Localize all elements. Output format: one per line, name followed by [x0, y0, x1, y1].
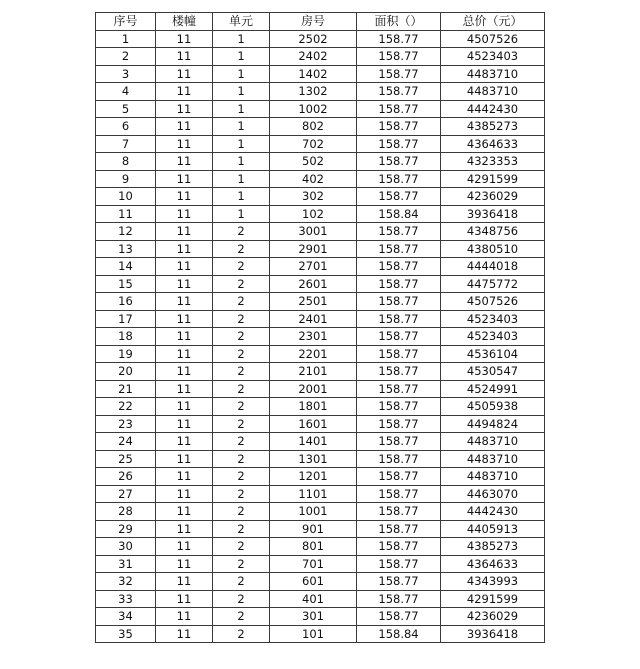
cell-unit: 2 [213, 573, 270, 591]
cell-room-number: 1302 [270, 83, 357, 101]
cell-area: 158.77 [357, 485, 441, 503]
cell-serial-number: 35 [96, 625, 156, 643]
cell-serial-number: 15 [96, 275, 156, 293]
cell-serial-number: 10 [96, 188, 156, 206]
cell-room-number: 2101 [270, 363, 357, 381]
header-total-price: 总价（元） [441, 13, 545, 31]
cell-room-number: 601 [270, 573, 357, 591]
cell-total-price: 4507526 [441, 30, 545, 48]
cell-serial-number: 17 [96, 310, 156, 328]
cell-unit: 1 [213, 48, 270, 66]
cell-building: 11 [156, 380, 213, 398]
cell-unit: 1 [213, 30, 270, 48]
cell-total-price: 4385273 [441, 118, 545, 136]
cell-unit: 2 [213, 625, 270, 643]
cell-room-number: 2402 [270, 48, 357, 66]
cell-unit: 1 [213, 100, 270, 118]
cell-unit: 2 [213, 380, 270, 398]
cell-building: 11 [156, 398, 213, 416]
cell-building: 11 [156, 363, 213, 381]
cell-total-price: 4483710 [441, 433, 545, 451]
cell-room-number: 1002 [270, 100, 357, 118]
table-row [96, 398, 545, 416]
table-row [96, 275, 545, 293]
cell-serial-number: 14 [96, 258, 156, 276]
cell-area: 158.77 [357, 83, 441, 101]
cell-room-number: 2601 [270, 275, 357, 293]
header-unit: 单元 [213, 13, 270, 31]
cell-area: 158.77 [357, 608, 441, 626]
cell-area: 158.77 [357, 188, 441, 206]
cell-total-price: 4442430 [441, 503, 545, 521]
cell-total-price: 4444018 [441, 258, 545, 276]
cell-serial-number: 7 [96, 135, 156, 153]
cell-room-number: 1601 [270, 415, 357, 433]
cell-room-number: 701 [270, 555, 357, 573]
cell-unit: 1 [213, 135, 270, 153]
cell-area: 158.77 [357, 48, 441, 66]
table-row [96, 363, 545, 381]
cell-building: 11 [156, 275, 213, 293]
table-row [96, 170, 545, 188]
cell-serial-number: 18 [96, 328, 156, 346]
header-room-number: 房号 [270, 13, 357, 31]
cell-building: 11 [156, 538, 213, 556]
cell-area: 158.77 [357, 363, 441, 381]
cell-building: 11 [156, 625, 213, 643]
cell-room-number: 1001 [270, 503, 357, 521]
cell-total-price: 4385273 [441, 538, 545, 556]
cell-total-price: 4505938 [441, 398, 545, 416]
cell-total-price: 4483710 [441, 83, 545, 101]
cell-total-price: 4364633 [441, 135, 545, 153]
cell-area: 158.77 [357, 275, 441, 293]
cell-unit: 2 [213, 468, 270, 486]
cell-total-price: 4530547 [441, 363, 545, 381]
table-row [96, 608, 545, 626]
table-row [96, 503, 545, 521]
cell-area: 158.77 [357, 328, 441, 346]
cell-area: 158.77 [357, 240, 441, 258]
cell-room-number: 2901 [270, 240, 357, 258]
cell-room-number: 2502 [270, 30, 357, 48]
cell-serial-number: 8 [96, 153, 156, 171]
table-row [96, 485, 545, 503]
cell-room-number: 702 [270, 135, 357, 153]
cell-room-number: 2201 [270, 345, 357, 363]
cell-room-number: 1301 [270, 450, 357, 468]
cell-building: 11 [156, 555, 213, 573]
cell-area: 158.77 [357, 415, 441, 433]
cell-serial-number: 30 [96, 538, 156, 556]
cell-unit: 2 [213, 328, 270, 346]
table-row [96, 310, 545, 328]
cell-area: 158.84 [357, 625, 441, 643]
cell-room-number: 1801 [270, 398, 357, 416]
cell-area: 158.77 [357, 258, 441, 276]
cell-building: 11 [156, 433, 213, 451]
table-row [96, 450, 545, 468]
table-row [96, 380, 545, 398]
cell-unit: 2 [213, 590, 270, 608]
table-header-row [96, 13, 545, 31]
cell-total-price: 4507526 [441, 293, 545, 311]
table-row [96, 328, 545, 346]
cell-serial-number: 6 [96, 118, 156, 136]
cell-serial-number: 31 [96, 555, 156, 573]
cell-building: 11 [156, 468, 213, 486]
cell-area: 158.77 [357, 398, 441, 416]
cell-total-price: 4236029 [441, 608, 545, 626]
cell-total-price: 4348756 [441, 223, 545, 241]
cell-total-price: 4291599 [441, 590, 545, 608]
cell-serial-number: 34 [96, 608, 156, 626]
cell-serial-number: 4 [96, 83, 156, 101]
cell-unit: 2 [213, 608, 270, 626]
cell-total-price: 4494824 [441, 415, 545, 433]
cell-building: 11 [156, 170, 213, 188]
cell-serial-number: 2 [96, 48, 156, 66]
cell-room-number: 1402 [270, 65, 357, 83]
cell-total-price: 3936418 [441, 625, 545, 643]
cell-building: 11 [156, 590, 213, 608]
cell-serial-number: 33 [96, 590, 156, 608]
cell-area: 158.77 [357, 223, 441, 241]
cell-unit: 2 [213, 363, 270, 381]
cell-total-price: 3936418 [441, 205, 545, 223]
cell-serial-number: 27 [96, 485, 156, 503]
cell-serial-number: 23 [96, 415, 156, 433]
cell-room-number: 102 [270, 205, 357, 223]
cell-total-price: 4291599 [441, 170, 545, 188]
table-row [96, 118, 545, 136]
cell-serial-number: 16 [96, 293, 156, 311]
cell-building: 11 [156, 573, 213, 591]
table-row [96, 205, 545, 223]
cell-serial-number: 21 [96, 380, 156, 398]
cell-building: 11 [156, 205, 213, 223]
cell-area: 158.77 [357, 503, 441, 521]
cell-unit: 2 [213, 503, 270, 521]
cell-serial-number: 24 [96, 433, 156, 451]
cell-building: 11 [156, 520, 213, 538]
cell-room-number: 401 [270, 590, 357, 608]
cell-total-price: 4442430 [441, 100, 545, 118]
table-row [96, 48, 545, 66]
cell-serial-number: 29 [96, 520, 156, 538]
cell-unit: 2 [213, 450, 270, 468]
table-row [96, 83, 545, 101]
cell-unit: 2 [213, 415, 270, 433]
table-row [96, 65, 545, 83]
cell-serial-number: 25 [96, 450, 156, 468]
cell-serial-number: 1 [96, 30, 156, 48]
cell-room-number: 1201 [270, 468, 357, 486]
cell-total-price: 4483710 [441, 450, 545, 468]
cell-area: 158.77 [357, 65, 441, 83]
cell-serial-number: 13 [96, 240, 156, 258]
header-serial-number: 序号 [96, 13, 156, 31]
table-row [96, 240, 545, 258]
cell-unit: 2 [213, 310, 270, 328]
table-row [96, 555, 545, 573]
cell-room-number: 802 [270, 118, 357, 136]
table-row [96, 345, 545, 363]
cell-total-price: 4380510 [441, 240, 545, 258]
cell-serial-number: 28 [96, 503, 156, 521]
cell-unit: 2 [213, 275, 270, 293]
cell-area: 158.77 [357, 573, 441, 591]
cell-total-price: 4475772 [441, 275, 545, 293]
table-row [96, 590, 545, 608]
cell-building: 11 [156, 65, 213, 83]
cell-building: 11 [156, 188, 213, 206]
cell-unit: 1 [213, 153, 270, 171]
cell-room-number: 302 [270, 188, 357, 206]
cell-area: 158.77 [357, 538, 441, 556]
header-area: 面积（） [357, 13, 441, 31]
cell-room-number: 2001 [270, 380, 357, 398]
cell-building: 11 [156, 608, 213, 626]
cell-unit: 1 [213, 83, 270, 101]
cell-unit: 2 [213, 520, 270, 538]
cell-total-price: 4523403 [441, 310, 545, 328]
cell-total-price: 4343993 [441, 573, 545, 591]
table-row [96, 293, 545, 311]
cell-total-price: 4483710 [441, 468, 545, 486]
cell-total-price: 4463070 [441, 485, 545, 503]
table-row [96, 188, 545, 206]
cell-room-number: 3001 [270, 223, 357, 241]
cell-room-number: 2301 [270, 328, 357, 346]
cell-building: 11 [156, 118, 213, 136]
cell-total-price: 4405913 [441, 520, 545, 538]
cell-unit: 2 [213, 223, 270, 241]
cell-area: 158.77 [357, 170, 441, 188]
cell-room-number: 2701 [270, 258, 357, 276]
cell-serial-number: 26 [96, 468, 156, 486]
cell-total-price: 4524991 [441, 380, 545, 398]
cell-room-number: 2501 [270, 293, 357, 311]
cell-building: 11 [156, 258, 213, 276]
cell-total-price: 4364633 [441, 555, 545, 573]
cell-building: 11 [156, 153, 213, 171]
cell-area: 158.77 [357, 30, 441, 48]
cell-unit: 2 [213, 398, 270, 416]
cell-unit: 2 [213, 485, 270, 503]
table-row [96, 100, 545, 118]
cell-building: 11 [156, 100, 213, 118]
cell-total-price: 4523403 [441, 48, 545, 66]
cell-serial-number: 22 [96, 398, 156, 416]
cell-area: 158.77 [357, 153, 441, 171]
cell-unit: 2 [213, 538, 270, 556]
table-row [96, 538, 545, 556]
cell-building: 11 [156, 293, 213, 311]
cell-area: 158.77 [357, 555, 441, 573]
cell-room-number: 101 [270, 625, 357, 643]
header-building: 楼幢 [156, 13, 213, 31]
table-row [96, 30, 545, 48]
cell-unit: 1 [213, 205, 270, 223]
housing-price-table [95, 12, 545, 643]
cell-serial-number: 19 [96, 345, 156, 363]
cell-unit: 1 [213, 118, 270, 136]
table-row [96, 433, 545, 451]
cell-room-number: 801 [270, 538, 357, 556]
cell-area: 158.77 [357, 118, 441, 136]
cell-area: 158.77 [357, 380, 441, 398]
cell-area: 158.77 [357, 433, 441, 451]
cell-serial-number: 5 [96, 100, 156, 118]
cell-building: 11 [156, 83, 213, 101]
table-row [96, 258, 545, 276]
cell-area: 158.84 [357, 205, 441, 223]
cell-area: 158.77 [357, 450, 441, 468]
cell-building: 11 [156, 415, 213, 433]
cell-total-price: 4483710 [441, 65, 545, 83]
cell-unit: 2 [213, 345, 270, 363]
cell-serial-number: 11 [96, 205, 156, 223]
cell-building: 11 [156, 135, 213, 153]
cell-room-number: 2401 [270, 310, 357, 328]
table-row [96, 625, 545, 643]
cell-building: 11 [156, 485, 213, 503]
cell-room-number: 901 [270, 520, 357, 538]
cell-unit: 2 [213, 555, 270, 573]
cell-building: 11 [156, 240, 213, 258]
cell-total-price: 4523403 [441, 328, 545, 346]
cell-unit: 2 [213, 433, 270, 451]
cell-total-price: 4323353 [441, 153, 545, 171]
cell-serial-number: 12 [96, 223, 156, 241]
cell-building: 11 [156, 48, 213, 66]
cell-area: 158.77 [357, 310, 441, 328]
table-row [96, 415, 545, 433]
table-row [96, 520, 545, 538]
cell-area: 158.77 [357, 468, 441, 486]
cell-serial-number: 9 [96, 170, 156, 188]
cell-area: 158.77 [357, 345, 441, 363]
cell-building: 11 [156, 503, 213, 521]
table-body [96, 30, 545, 643]
cell-building: 11 [156, 310, 213, 328]
cell-total-price: 4236029 [441, 188, 545, 206]
cell-building: 11 [156, 345, 213, 363]
table-row [96, 135, 545, 153]
cell-serial-number: 3 [96, 65, 156, 83]
table-row [96, 153, 545, 171]
cell-room-number: 1101 [270, 485, 357, 503]
cell-unit: 1 [213, 65, 270, 83]
cell-total-price: 4536104 [441, 345, 545, 363]
cell-unit: 2 [213, 258, 270, 276]
cell-room-number: 402 [270, 170, 357, 188]
cell-unit: 1 [213, 188, 270, 206]
cell-building: 11 [156, 223, 213, 241]
cell-building: 11 [156, 328, 213, 346]
cell-area: 158.77 [357, 135, 441, 153]
table-row [96, 573, 545, 591]
cell-area: 158.77 [357, 590, 441, 608]
cell-building: 11 [156, 450, 213, 468]
cell-unit: 1 [213, 170, 270, 188]
cell-room-number: 301 [270, 608, 357, 626]
cell-serial-number: 20 [96, 363, 156, 381]
cell-serial-number: 32 [96, 573, 156, 591]
table-row [96, 223, 545, 241]
cell-unit: 2 [213, 240, 270, 258]
cell-unit: 2 [213, 293, 270, 311]
cell-building: 11 [156, 30, 213, 48]
table-row [96, 468, 545, 486]
cell-room-number: 502 [270, 153, 357, 171]
cell-area: 158.77 [357, 520, 441, 538]
cell-room-number: 1401 [270, 433, 357, 451]
cell-area: 158.77 [357, 293, 441, 311]
cell-area: 158.77 [357, 100, 441, 118]
